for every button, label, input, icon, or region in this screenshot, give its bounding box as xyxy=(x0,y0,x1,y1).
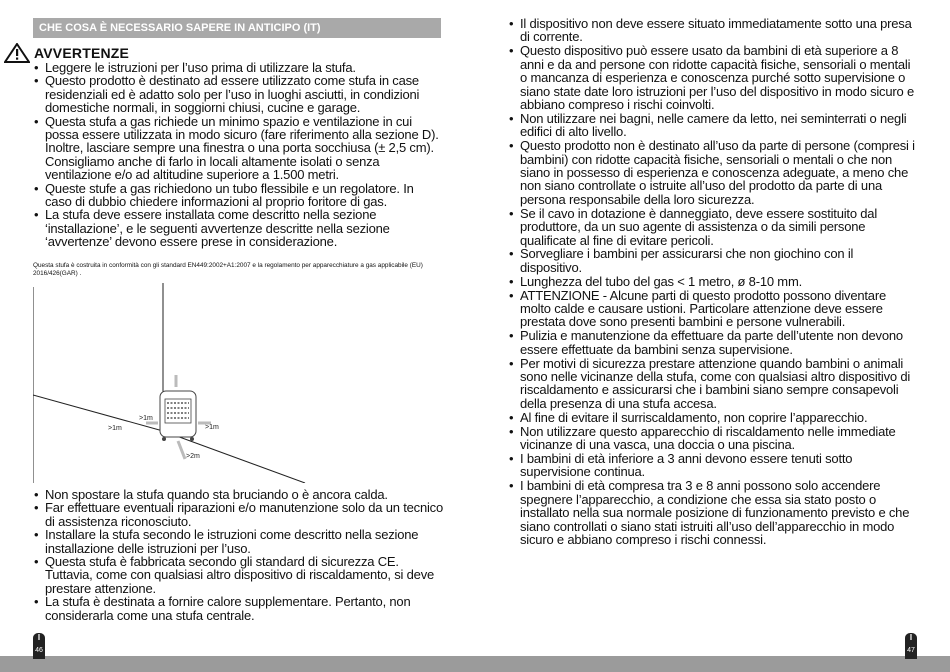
warning-triangle-icon xyxy=(4,43,30,63)
list-item: • Questo dispositivo può essere usato da bambini di età superiore a 8 anni e da and persone con ridotte capacità fisiche, sensoriali o mentali o mancanza di esperienza e conoscenza purché sotto supervisione o siano state date loro istruzioni per l’uso del dispositivo in modo sicuro e abbiano compreso i rischi coinvolti. xyxy=(508,44,918,111)
standard-note: Questa stufa è costruita in conformità con gli standard EN449:2002+A1:2007 e la regolamento per apparecchiature a gas applicabile (EU) 2016/426(GAR) . xyxy=(33,262,423,277)
page-number-left xyxy=(33,633,45,659)
clearance-label-bottom: >2m xyxy=(186,453,200,460)
list-item: • Non utilizzare questo apparecchio di riscaldamento nelle immediate vicinanze di una vasca, una doccia o una piscina. xyxy=(508,425,918,452)
list-item: • Sorvegliare i bambini per assicurarsi che non giochino con il dispositivo. xyxy=(508,247,918,274)
section-header: CHE COSA È NECESSARIO SAPERE IN ANTICIPO (IT) xyxy=(33,18,441,38)
warnings-list-bottom xyxy=(33,488,443,622)
list-item: • Se il cavo in dotazione è danneggiato, deve essere sostituito dal produttore, da un suo agente di assistenza o da simili persone qualificate al fine di evitare pericoli. xyxy=(508,207,918,247)
list-item: • I bambini di età compresa tra 3 e 8 anni possono solo accendere spegnere l’apparecchio, a condizione che essa sia stato posto o installato nella sua normale posizione di funzionamento previsto e che siano controllati o siano stati istruiti all’uso dell’apparecchio in modo sicuro e abbiano compreso i rischi connessi. xyxy=(508,479,918,546)
list-item: • I bambini di età inferiore a 3 anni devono essere tenuti sotto supervisione continua. xyxy=(508,452,918,479)
list-item: • Non spostare la stufa quando sta bruciando o è ancora calda. xyxy=(33,488,443,501)
list-item: • Far effettuare eventuali riparazioni e/o manutenzione solo da un tecnico di assistenza riconosciuto. xyxy=(33,501,443,528)
list-item: • Questa stufa a gas richiede un minimo spazio e ventilazione in cui possa essere utilizzata in modo sicuro (fare riferimento alla sezione D). Inoltre, lasciare sempre una finestra o una porta socchiusa (± 2,5 cm). Consigliamo anche di farlo in locali altamente isolati o senza ventilazione e/o ad altitudine superiore a 1.500 metri. xyxy=(33,115,443,182)
list-item: • Questa stufa è fabbricata secondo gli standard di sicurezza CE. Tuttavia, come con qualsiasi altro dispositivo di riscaldamento, si deve prestare attenzione. xyxy=(33,555,443,595)
warnings-list-top xyxy=(33,61,443,249)
heater-icon xyxy=(160,391,196,441)
warning-label: AVVERTENZE xyxy=(34,45,130,61)
language-mark: I xyxy=(33,633,45,643)
page-number: 47 xyxy=(905,643,917,659)
page-number-right xyxy=(905,633,917,659)
list-item: • Al fine di evitare il surriscaldamento, non coprire l’apparecchio. xyxy=(508,411,918,424)
list-item: • Questo prodotto è destinato ad essere utilizzato come stufa in case residenziali ed è adatto solo per l’uso in luoghi asciutti, in condizioni domestiche normali, in soggiorni chiusi, cucine e garage. xyxy=(33,74,443,114)
language-mark: I xyxy=(905,633,917,643)
list-item: • Queste stufe a gas richiedono un tubo flessibile e un regolatore. In caso di dubbio chiedere informazioni al proprio foritore di gas. xyxy=(33,182,443,209)
list-item: • La stufa è destinata a fornire calore supplementare. Pertanto, non considerarla come una stufa centrale. xyxy=(33,595,443,622)
list-item: • Per motivi di sicurezza prestare attenzione quando bambini o animali sono nelle vicinanze della stufa, come con qualsiasi altro dispositivo di riscaldamento e assicurarsi che i bambini siano sempre consapevoli della presenza di una stufa accesa. xyxy=(508,357,918,411)
footer-bar xyxy=(0,656,950,672)
list-item: • Questo prodotto non è destinato all’uso da parte di persone (compresi i bambini) con ridotte capacità fisiche, sensoriali o mentali o che non siano in possesso di esperienza e conoscenza adeguate, a meno che non siano controllate o istruite all’uso del prodotto da parte di una persona responsabile della loro sicurezza. xyxy=(508,139,918,206)
list-item: • Lunghezza del tubo del gas < 1 metro, ø 8-10 mm. xyxy=(508,275,918,288)
list-item: • Pulizia e manutenzione da effettuare da parte dell’utente non devono essere effettuate da bambini senza supervisione. xyxy=(508,329,918,356)
list-item: • Leggere le istruzioni per l’uso prima di utilizzare la stufa. xyxy=(33,61,443,74)
list-item: • Il dispositivo non deve essere situato immediatamente sotto una presa di corrente. xyxy=(508,17,918,44)
list-item: • Installare la stufa secondo le istruzioni come descritto nella sezione installazione delle istruzioni per l’uso. xyxy=(33,528,443,555)
clearance-label-left: >1m xyxy=(108,425,122,432)
list-item: • ATTENZIONE - Alcune parti di questo prodotto possono diventare molto calde e causare ustioni. Particolare attenzione deve essere prestata dove sono presenti bambini e persone vulnerabili. xyxy=(508,289,918,329)
clearance-label-right: >1m xyxy=(205,424,219,431)
warnings-list-right xyxy=(508,17,918,547)
list-item: • La stufa deve essere installata come descritto nella sezione ‘installazione’, e le seguenti avvertenze descritte nella sezione ‘avvertenze’ devono essere prese in considerazione. xyxy=(33,208,443,248)
list-item: • Non utilizzare nei bagni, nelle camere da letto, nei seminterrati o negli edifici di alto livello. xyxy=(508,112,918,139)
clearance-label-top: >1m xyxy=(139,415,153,422)
clearance-diagram xyxy=(33,283,443,483)
page-number: 46 xyxy=(33,643,45,659)
